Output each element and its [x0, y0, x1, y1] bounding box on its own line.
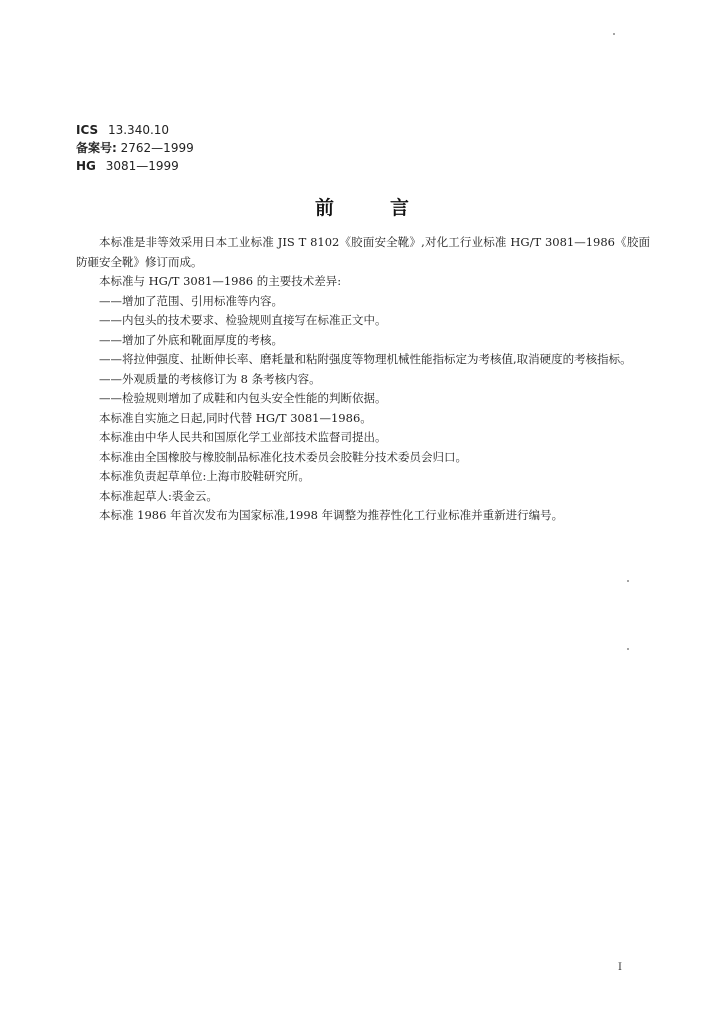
hg-value: 3081—1999	[105, 159, 179, 173]
list-item: ——外观质量的考核修订为 8 条考核内容。	[99, 371, 321, 386]
list-item: ——增加了范围、引用标准等内容。	[99, 293, 283, 308]
paragraph: 本标准负责起草单位:上海市胶鞋研究所。	[99, 469, 310, 483]
paragraph: 本标准 1986 年首次发布为国家标准,1998 年调整为推荐性化工行业标准并重新进行编号。	[99, 508, 564, 522]
record-number-line	[76, 139, 194, 157]
scan-speck	[613, 33, 615, 35]
standard-codes	[76, 121, 194, 175]
record-number-value: 2762—1999	[120, 141, 194, 155]
record-number-label: 备案号:	[76, 141, 117, 155]
list-item: ——检验规则增加了成鞋和内包头安全性能的判断依据。	[99, 391, 387, 405]
ics-code-line	[76, 121, 194, 139]
paragraph: 本标准是非等效采用日本工业标准 JIS T 8102《胶面安全靴》,对化工行业标准 HG/T 3081—1986《胶面防砸安全靴》修订而成。	[76, 235, 650, 269]
page-number: I	[618, 962, 622, 973]
scan-speck	[627, 580, 629, 582]
hg-label: HG	[76, 159, 96, 173]
paragraph: 本标准由全国橡胶与橡胶制品标准化技术委员会胶鞋分技术委员会归口。	[99, 449, 467, 464]
list-item: ——内包头的技术要求、检验规则直接写在标准正文中。	[99, 313, 387, 327]
paragraph: 本标准自实施之日起,同时代替 HG/T 3081—1986。	[99, 410, 372, 425]
paragraph: 本标准由中华人民共和国原化学工业部技术监督司提出。	[99, 430, 387, 444]
foreword-body	[76, 233, 650, 526]
list-item: ——增加了外底和靴面厚度的考核。	[99, 332, 283, 347]
scan-speck	[627, 648, 629, 650]
ics-label: ICS	[76, 123, 99, 137]
ics-value: 13.340.10	[107, 123, 170, 137]
hg-code-line	[76, 157, 194, 175]
section-title: 前言	[314, 197, 465, 219]
paragraph: 本标准起草人:裘金云。	[99, 488, 218, 503]
paragraph: 本标准与 HG/T 3081—1986 的主要技术差异:	[99, 274, 342, 288]
list-item: ——将拉伸强度、扯断伸长率、磨耗量和粘附强度等物理机械性能指标定为考核值,取消硬度的考核指标。	[99, 352, 632, 366]
